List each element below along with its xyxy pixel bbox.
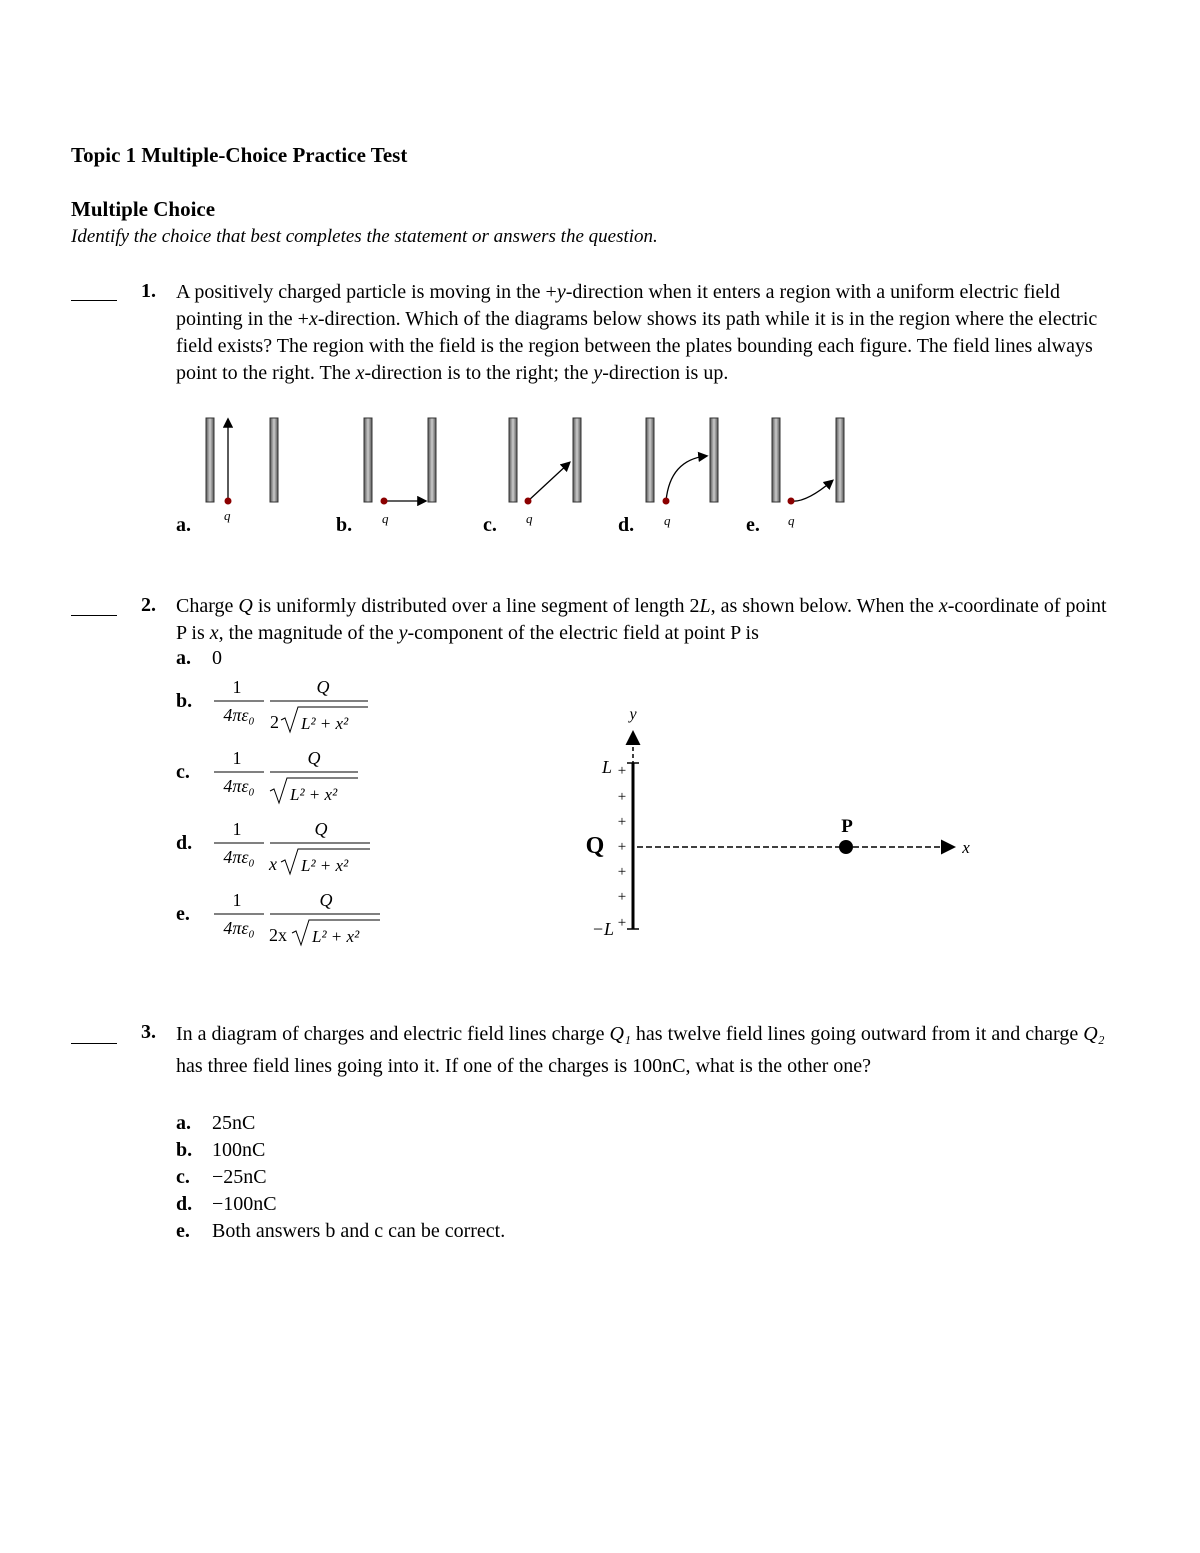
svg-text:Q: Q [307,748,321,768]
q3-choice-e[interactable]: e. Both answers b and c can be correct. [176,1220,506,1242]
svg-text:4πε₀: 4πε₀ [223,847,255,867]
svg-text:1: 1 [232,748,242,768]
instructions: Identify the choice that best completes the statement or answers the question. [71,226,658,247]
svg-text:Q: Q [319,890,333,910]
question-text-2: Charge Q is uniformly distributed over a line segment of length 2L, as shown below. When the x-coordinate of point P is x, the magnitude of the y-component of the electric field at point P is [176,595,1107,644]
svg-text:+: + [617,814,627,830]
svg-text:+: + [617,789,627,805]
svg-text:1: 1 [232,890,242,910]
svg-text:2: 2 [270,712,279,732]
svg-text:Q: Q [316,677,330,697]
choice-label-1a: a. [176,514,191,536]
svg-text:4πε₀: 4πε₀ [223,918,255,938]
question-number-3: 3. [141,1021,156,1043]
point-p [839,840,853,854]
y-axis-label: y [629,706,637,723]
charge-label-c: q [526,511,533,526]
svg-text:L² + x²: L² + x² [290,785,338,804]
q2-formula-e [208,885,388,955]
q2-formula-c [208,743,383,813]
svg-text:+: + [617,915,627,931]
charge-label: Q [585,833,605,859]
q2-formula-b [208,672,383,742]
diagram-a [206,418,278,505]
q3-choice-b[interactable]: b. 100nC [176,1139,266,1161]
question-number-2: 2. [141,594,156,616]
svg-text:4πε₀: 4πε₀ [223,705,255,725]
point-p-label: P [841,816,853,837]
svg-text:+: + [617,839,627,855]
question-text-3: In a diagram of charges and electric field lines charge Q₁ has twelve field lines going outward from it and charge Q₂ has three field lines going into it. If one of the charges is 100nC, what is the other one? [176,1023,1105,1077]
svg-text:2x: 2x [269,925,287,945]
section-heading: Multiple Choice [71,197,216,221]
answer-blank-3[interactable] [71,1043,117,1044]
question-text-1: A positively charged particle is moving in the +y-direction when it enters a region with a uniform electric field pointing in the +x-direction. Which of the diagrams below shows its path while it is in the region where the electric field exists? The region with the field is the region between the plates bounding each figure. The field lines always point to the right. The x-direction is to the right; the y-direction is up. [176,281,1098,384]
svg-text:L² + x²: L² + x² [301,714,349,733]
diagram-d [646,418,718,505]
q2-choice-c-label[interactable]: c. [176,761,190,783]
q2-formula-d [208,814,383,884]
answer-blank-2[interactable] [71,615,117,616]
q2-choice-a[interactable]: a. 0 [176,647,222,669]
diagram-c [509,418,581,505]
q2-choice-b-label[interactable]: b. [176,690,193,712]
svg-text:Q: Q [314,819,328,839]
q3-choice-d[interactable]: d. −100nC [176,1193,277,1215]
q2-choice-d-label[interactable]: d. [176,832,193,854]
charge-label-e: q [788,513,795,528]
q3-choice-c[interactable]: c. −25nC [176,1166,267,1188]
q1-path-diagrams [170,412,870,542]
q3-choice-a[interactable]: a. 25nC [176,1112,256,1134]
x-axis-label: x [962,838,970,857]
plus-signs [618,763,626,931]
svg-text:4πε₀: 4πε₀ [223,776,255,796]
charge-label-d: q [664,513,671,528]
choice-label-1e: e. [746,514,760,536]
svg-text:1: 1 [232,677,242,697]
diagram-b [364,418,436,505]
bottom-label: −L [591,919,615,939]
svg-text:x: x [269,854,277,874]
svg-text:+: + [617,889,627,905]
answer-blank-1[interactable] [71,300,117,301]
top-label: L [601,757,613,777]
question-number-1: 1. [141,280,156,302]
choice-label-1c: c. [483,514,497,536]
svg-text:L² + x²: L² + x² [312,927,360,946]
page-title: Topic 1 Multiple-Choice Practice Test [71,143,408,167]
diagram-e [772,418,844,505]
q2-choice-e-label[interactable]: e. [176,903,190,925]
charge-label-a: q [224,508,231,523]
svg-text:+: + [617,864,627,880]
q2-line-charge-diagram [575,695,985,945]
svg-text:1: 1 [232,819,242,839]
svg-text:L² + x²: L² + x² [301,856,349,875]
charge-label-b: q [382,511,389,526]
choice-label-1d: d. [618,514,635,536]
choice-label-1b: b. [336,514,353,536]
svg-text:+: + [617,763,627,779]
